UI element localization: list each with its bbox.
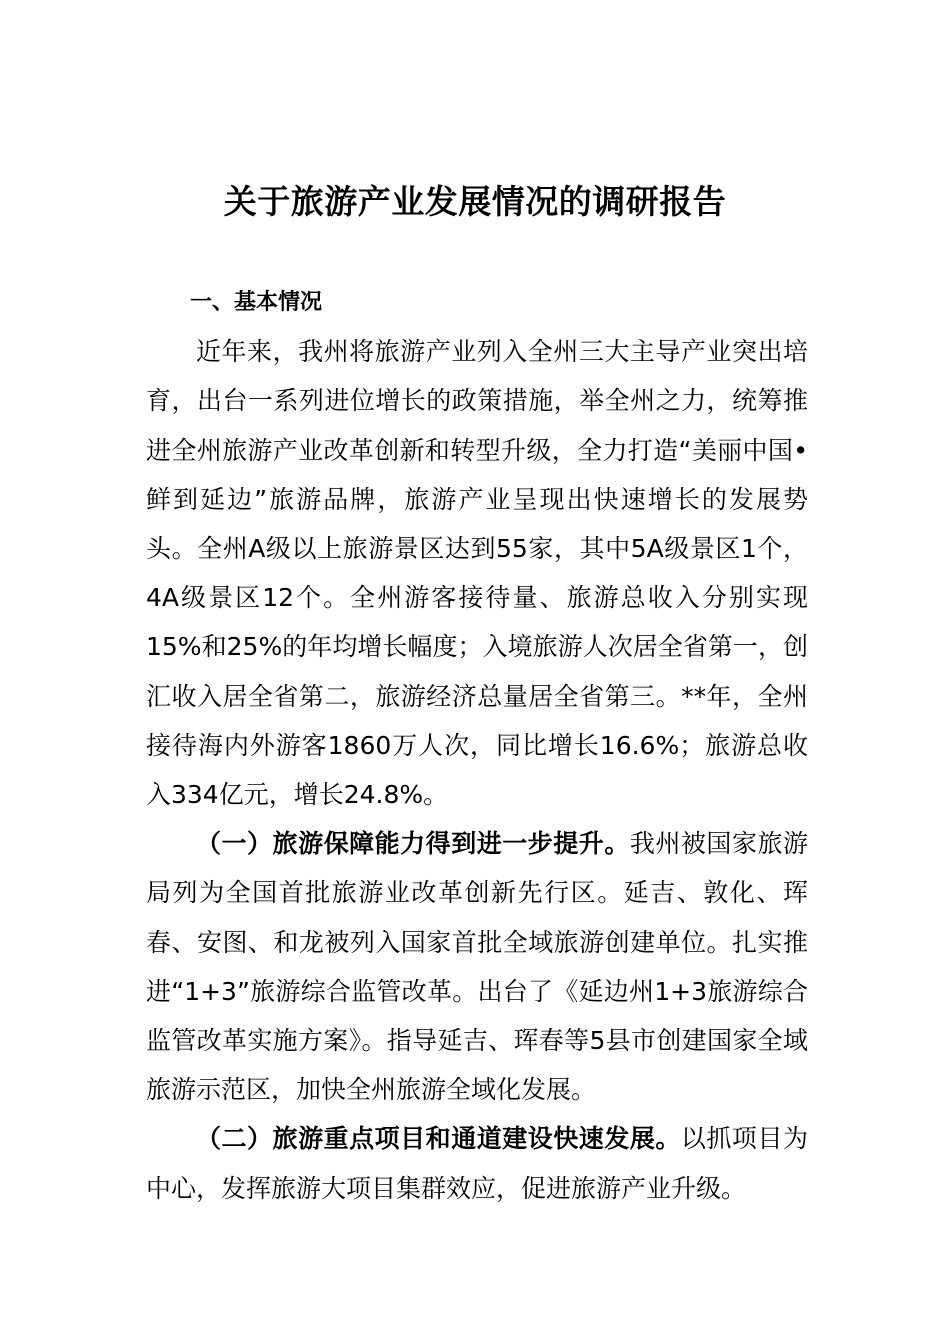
point-2-paragraph xyxy=(146,1114,808,1212)
point-1-text: 我州被国家旅游局列为全国首批旅游业改革创新先行区。延吉、敦化、珲春、安图、和龙被列入国家首批全域旅游创建单位。扎实推进“1+3”旅游综合监管改革。出台了《延边州1+3旅游综合监管改革实施方案》。指导延吉、珲春等5县市创建国家全域旅游示范区，加快全州旅游全域化发展。 xyxy=(146,829,808,1105)
section-heading-basic-situation: 一、基本情况 xyxy=(190,290,323,315)
point-1-paragraph xyxy=(146,819,808,1114)
point-1-heading: （一）旅游保障能力得到进一步提升。 xyxy=(196,829,630,859)
document-title: 关于旅游产业发展情况的调研报告 xyxy=(223,182,727,221)
point-2-heading: （二）旅游重点项目和通道建设快速发展。 xyxy=(196,1124,681,1154)
document-body xyxy=(146,278,808,1213)
point-2-text: 以抓项目为中心，发挥旅游大项目集群效应，促进旅游产业升级。 xyxy=(146,1124,808,1203)
intro-paragraph: 近年来，我州将旅游产业列入全州三大主导产业突出培育，出台一系列进位增长的政策措施，举全州之力，统筹推进全州旅游产业改革创新和转型升级，全力打造“美丽中国•鲜到延边”旅游品牌，旅游产业呈现出快速增长的发展势头。全州A级以上旅游景区达到55家，其中5A级景区1个，4A级景区12个。全州游客接待量、旅游总收入分别实现15%和25%的年均增长幅度；入境旅游人次居全省第一，创汇收入居全省第二，旅游经济总量居全省第三。**年，全州接待海内外游客1860万人次，同比增长16.6%；旅游总收入334亿元，增长24.8%。 xyxy=(146,337,808,810)
